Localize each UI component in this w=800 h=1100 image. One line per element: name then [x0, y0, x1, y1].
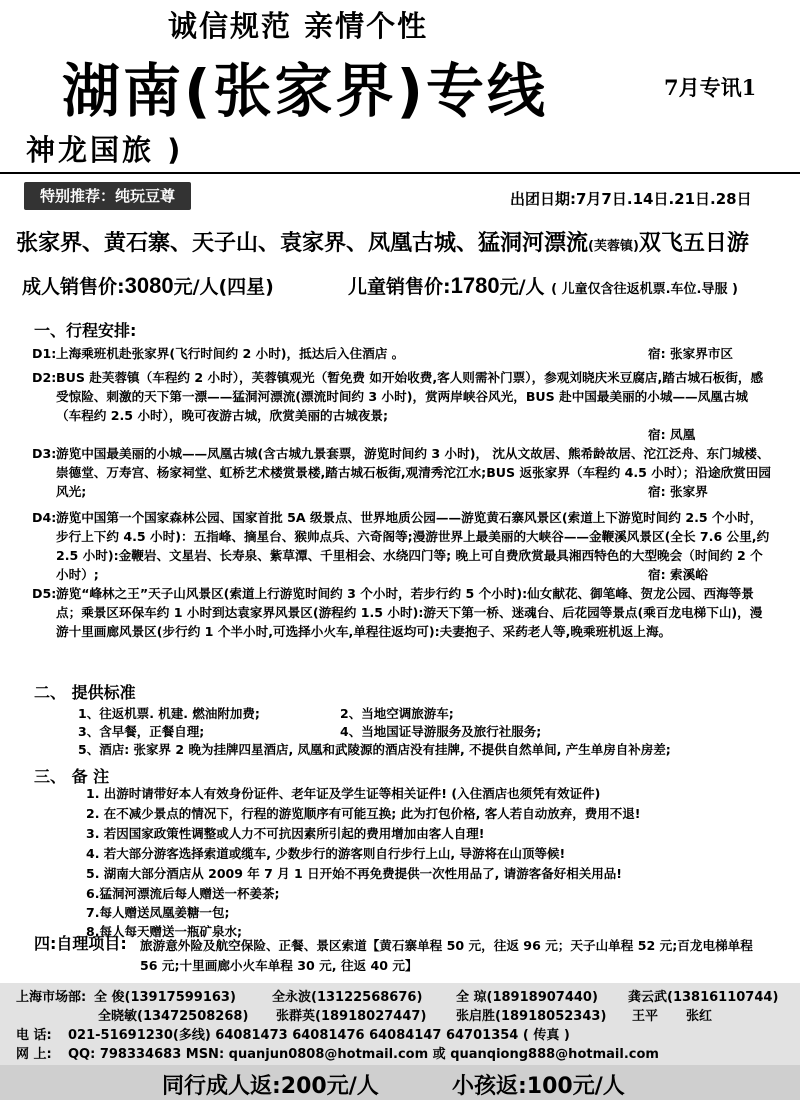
- contact-person: 全永波(13122568676): [272, 990, 423, 1005]
- web-contacts: QQ: 798334683 MSN: quanjun0808@hotmail.com 或 quanqiong888@hotmail.com: [68, 1047, 659, 1062]
- standard-item: 2、当地空调旅游车;: [340, 706, 454, 721]
- child-rebate: 小孩返:100元/人: [452, 1074, 625, 1099]
- note-item: 8.每人每天赠送一瓶矿泉水;: [86, 924, 242, 939]
- contact-footer: [0, 983, 800, 1065]
- day-4: [32, 508, 772, 584]
- day-stay: 宿: 索溪峪: [648, 567, 708, 582]
- rebate-bar: [0, 1065, 800, 1100]
- adult-price-value: 3080: [124, 273, 174, 298]
- contact-person: 王平: [632, 1009, 659, 1024]
- dept-label: 上海市场部:: [16, 990, 87, 1005]
- tour-name: [16, 226, 791, 257]
- contact-person: 全 俊(13917599163): [94, 990, 236, 1005]
- day-text: 游览“峰林之王”天子山风景区(索道上行游览时间约 3 个小时，若步行约 5 个小时):仙女献花、御笔峰、贺龙公园、西海等景点；乘景区环保车约 1 小时到达袁家界风景区(游程约 1.5 小时):游天下第一桥、迷魂台、后花园等景点(乘百龙电梯下山)，漫游十里画廊风景区(步行约 1 个半小时,可选择小火车,单程往返均可):夫妻抱子、采药老人等,晚乘班机返上海。: [56, 586, 763, 639]
- day-stay: 宿: 张家界: [648, 484, 708, 499]
- day-label: D3:: [32, 446, 57, 461]
- tour-name-main: 张家界、黄石寨、天子山、袁家界、凤凰古城、猛洞河漂流: [16, 231, 589, 256]
- day-text: 上海乘班机赴张家界(飞行时间约 2 小时)，抵达后入住酒店 。: [56, 346, 405, 361]
- note-item: 1. 出游时请带好本人有效身份证件、老年证及学生证等相关证件! (入住酒店也须凭有效证件): [86, 786, 601, 801]
- recommend-badge: 特别推荐：纯玩豆尊: [24, 182, 191, 210]
- standard-item: 5、酒店: 张家界 2 晚为挂牌四星酒店, 凤凰和武陵源的酒店没有挂牌, 不提供自然单间, 产生单房自补房差;: [78, 742, 671, 757]
- note-item: 3. 若因国家政策性调整或人力不可抗因素所引起的费用增加由客人自理!: [86, 826, 485, 841]
- issue-label: 7月专讯1: [664, 75, 757, 100]
- standard-item: 4、当地国证导游服务及旅行社服务;: [340, 724, 542, 739]
- day-text: 游览中国第一个国家森林公园、国家首批 5A 级景点、世界地质公园——游览黄石寨风景区(索道上下游览时间约 2.5 个小时，步行上下约 4.5 小时)：五指峰、摘星台、猴帅点兵、六奇阁等;漫游世界上最美丽的大峡谷——金鞭溪风景区(全长 7.6 公里,约 2.5 小时):金鞭岩、文星岩、长寿泉、紫草潭、千里相会、水绕四门等; 晚上可自费欣赏最具湘西特色的大型晚会（时间约 2 个小时）;: [56, 510, 770, 582]
- day-text: BUS 赴芙蓉镇（车程约 2 小时），芙蓉镇观光（暂免费 如开始收费,客人则需补门票），参观刘晓庆米豆腐店,踏古城石板街，感受惊险、刺激的天下第一漂——猛洞河漂流(漂流时间约 3 小时)，赏两岸峡谷风光，BUS 赴中国最美丽的小城——凤凰古城（车程约 2.5 小时），晚可夜游古城，欣赏美丽的古城夜景;: [56, 370, 764, 423]
- note-item: 6.猛洞河漂流后每人赠送一杯姜茶;: [86, 886, 280, 901]
- standards-heading: 二、 提供标准: [34, 683, 136, 702]
- company-name: 神龙国旅 ): [26, 133, 184, 167]
- contact-person: 全 琼(18918907440): [456, 990, 598, 1005]
- tour-name-small: (芙蓉镇): [588, 239, 639, 254]
- day-label: D1:: [32, 346, 57, 361]
- day-text: 游览中国最美丽的小城——凤凰古城(含古城九景套票，游览时间约 3 小时)， 沈从文故居、熊希龄故居、沱江泛舟、东门城楼、崇德堂、万寿宫、杨家祠堂、虹桥艺术楼赏景楼,踏古城石板街,观清秀沱江水;BUS 返张家界（车程约 4.5 小时）；沿途欣赏田园风光;: [56, 446, 771, 499]
- header-divider: [0, 172, 800, 174]
- contact-person: 张红: [686, 1009, 713, 1024]
- day-3: [32, 444, 772, 501]
- contact-person: 张启胜(18918052343): [456, 1009, 607, 1024]
- itinerary-heading: 一、行程安排:: [34, 321, 137, 340]
- self-pay-text: 旅游意外险及航空保险、正餐、景区索道【黄石寨单程 50 元，往返 96 元；天子山单程 52 元;百龙电梯单程 56 元;十里画廊小火车单程 30 元, 往返 40 元】: [140, 938, 753, 973]
- child-price: [348, 272, 738, 299]
- note-item: 7.每人赠送凤凰姜糖一包;: [86, 905, 230, 920]
- day-2: [32, 368, 772, 444]
- note-item: 4. 若大部分游客选择索道或缆车, 少数步行的游客则自行步行上山, 导游将在山顶等候!: [86, 846, 566, 861]
- page-title: 湖南(张家界)专线: [62, 57, 549, 125]
- tour-name-end: 双飞五日游: [638, 231, 749, 256]
- day-1: [32, 344, 772, 363]
- child-price-label: 儿童销售价:: [348, 276, 451, 298]
- child-price-value: 1780: [450, 273, 500, 298]
- day-5: [32, 584, 772, 641]
- child-price-note: ( 儿童仅含往返机票.车位.导服 ): [551, 282, 738, 297]
- web-label: 网 上:: [16, 1047, 52, 1062]
- adult-rebate: 同行成人返:200元/人: [162, 1074, 379, 1099]
- price-row: [22, 272, 797, 299]
- contact-person: 全晓敏(13472508268): [98, 1009, 249, 1024]
- self-pay: [34, 936, 774, 976]
- note-item: 5. 湖南大部分酒店从 2009 年 7 月 1 日开始不再免费提供一次性用品了, 请游客备好相关用品!: [86, 866, 622, 881]
- day-stay: 宿: 张家界市区: [648, 346, 733, 361]
- phone-numbers: 021-51691230(多线) 64081473 64081476 64084147 64701354 ( 传真 ): [68, 1028, 570, 1043]
- contact-person: 龚云武(13816110744): [628, 990, 779, 1005]
- standard-item: 1、往返机票. 机建. 燃油附加费;: [78, 706, 260, 721]
- adult-price-label: 成人销售价:: [22, 276, 125, 298]
- departure-dates: 出团日期:7月7日.14日.21日.28日: [510, 190, 752, 208]
- note-item: 2. 在不减少景点的情况下，行程的游览顺序有可能互换; 此为打包价格, 客人若自动放弃，费用不退!: [86, 806, 641, 821]
- slogan: 诚信规范 亲情个性: [168, 9, 429, 43]
- day-label: D2:: [32, 370, 57, 385]
- day-label: D4:: [32, 510, 57, 525]
- child-price-unit: 元/人: [499, 276, 545, 298]
- notes-heading: 三、 备 注: [34, 767, 110, 786]
- contact-person: 张群英(18918027447): [276, 1009, 427, 1024]
- day-stay: 宿: 凤凰: [648, 427, 696, 442]
- standard-item: 3、含早餐，正餐自理;: [78, 724, 205, 739]
- self-pay-heading: 四:自理项目:: [34, 934, 127, 953]
- phone-label: 电 话:: [16, 1028, 52, 1043]
- adult-price-unit: 元/人(四星): [173, 276, 274, 298]
- day-label: D5:: [32, 586, 57, 601]
